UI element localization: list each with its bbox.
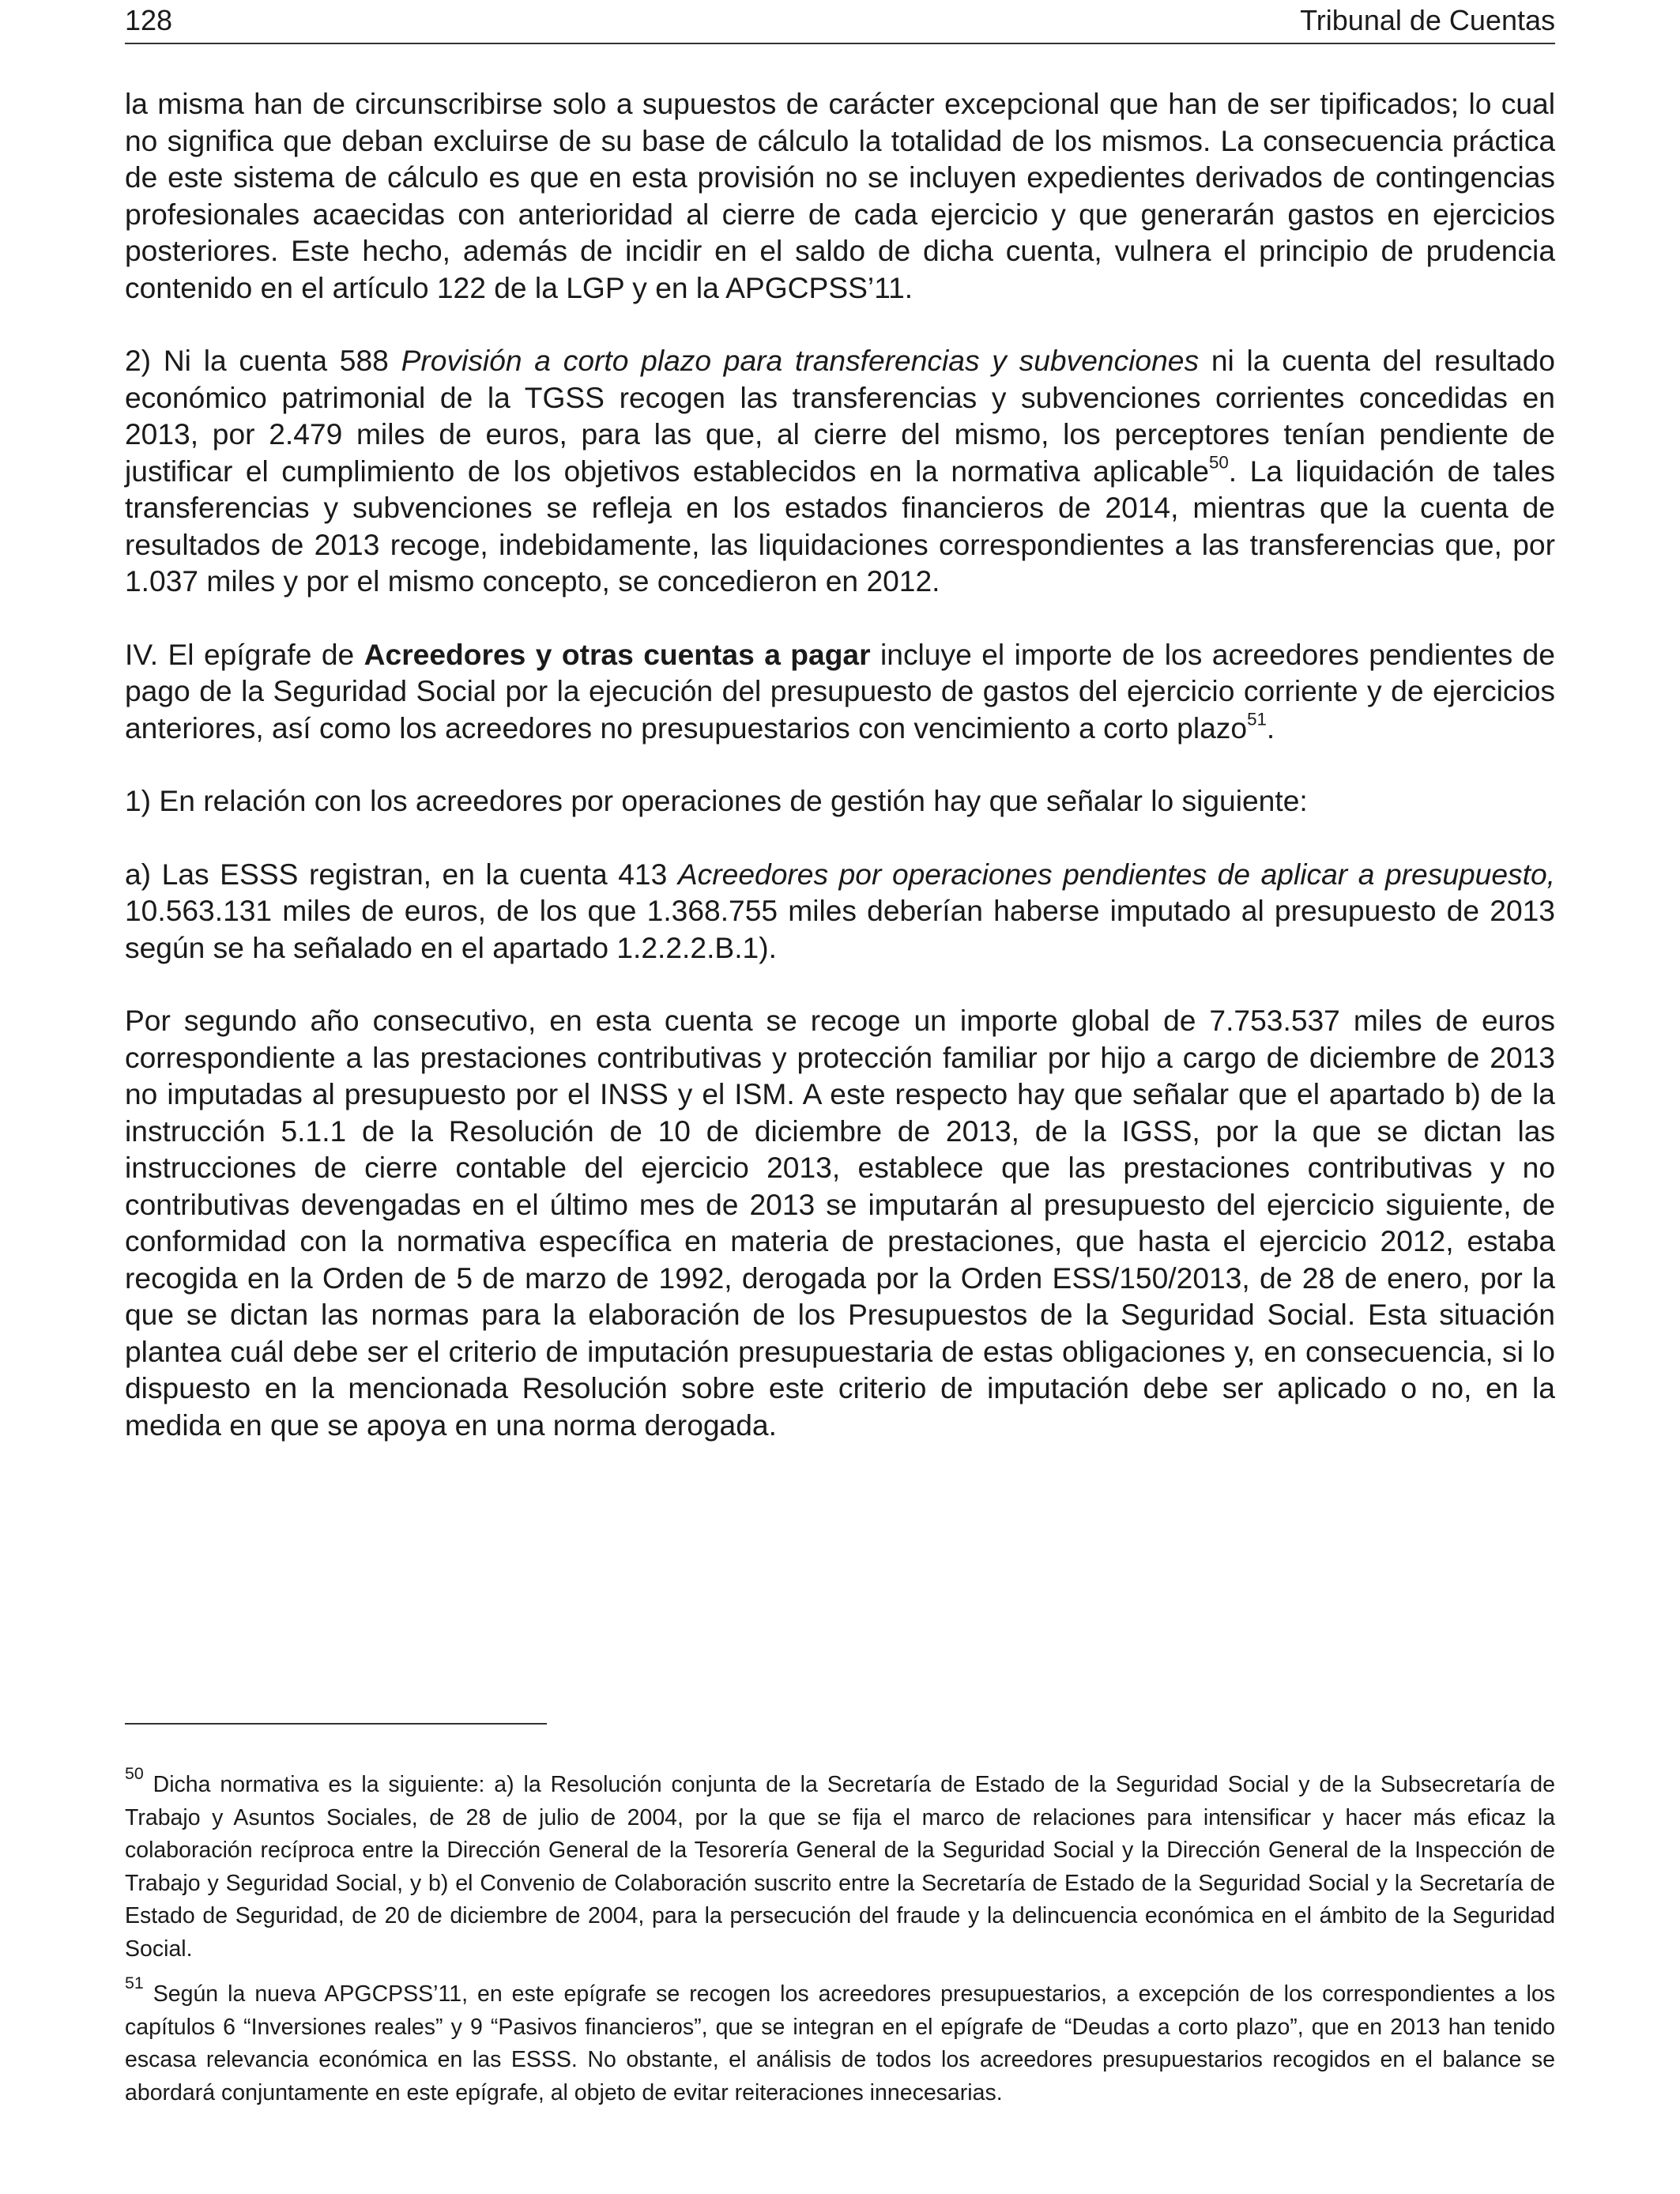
account-413-title: Acreedores por operaciones pendientes de aplicar a presupuesto, (677, 857, 1555, 891)
paragraph-2 (125, 342, 1555, 600)
footnote-separator (125, 1723, 547, 1725)
acreedores-heading: Acreedores y otras cuentas a pagar (363, 637, 871, 671)
paragraph-3-start: IV. El epígrafe de (125, 637, 364, 671)
footnote-ref-50[interactable]: 50 (1208, 451, 1229, 472)
paragraph-3-end: . (1266, 711, 1275, 745)
paragraph-2-end: . La liquidación de tales transferencias y subvenciones se refleja en los estados financieros de 2014, mientras que la cuenta de resultados de 2013 recoge, indebidamente, las liquidaciones correspondientes a las transferencias que, por 1.037 miles y por el mismo concepto, se concedieron en 2012. (125, 454, 1556, 598)
paragraph-5-end: 10.563.131 miles de euros, de los que 1.368.755 miles deberían haberse imputado al presupuesto de 2013 según se ha señalado en el apartado 1.2.2.2.B.1). (125, 894, 1555, 964)
page-header (125, 0, 1555, 44)
paragraph-3 (125, 636, 1555, 747)
paragraph-1: la misma han de circunscribirse solo a supuestos de carácter excepcional que han de ser tipificados; lo cual no significa que deban excluirse de su base de cálculo la totalidad de los mismos. La consecuencia práctica de este sistema de cálculo es que en esta provisión no se incluyen expedientes derivados de contingencias profesionales acaecidas con anterioridad al cierre de cada ejercicio y que generarán gastos en ejercicios posteriores. Este hecho, además de incidir en el saldo de dicha cuenta, vulnera el principio de prudencia contenido en el artículo 122 de la LGP y en la APGCPSS’11. (125, 87, 1555, 304)
footnote-number: 50 (125, 1763, 144, 1783)
footnote-ref-51[interactable]: 51 (1247, 708, 1267, 729)
footnote-50 (125, 1763, 1555, 1966)
paragraph-2-mid: ni la cuenta del resultado económico patrimonial de la TGSS recogen las transferencias y subvenciones corrientes concedidas en 2013, por 2.479 miles de euros, para las que, al cierre del mismo, los perceptores tenían pendiente de justificar el cumplimiento de los objetivos establecidos en la normativa aplicable (125, 344, 1555, 488)
running-title: Tribunal de Cuentas (1300, 4, 1555, 36)
paragraph-5-start: a) Las ESSS registran, en la cuenta 413 (125, 857, 678, 891)
footnotes (125, 1763, 1555, 2122)
body-text (125, 85, 1555, 1480)
footnote-51 (125, 1973, 1555, 2109)
account-588-title: Provisión a corto plazo para transferencias y subvenciones (401, 344, 1200, 377)
page-number: 128 (125, 4, 173, 36)
footnote-number: 51 (125, 1973, 144, 1992)
paragraph-2-start: 2) Ni la cuenta 588 (125, 344, 401, 377)
footnote-text: Dicha normativa es la siguiente: a) la Resolución conjunta de la Secretaría de Estado de la Seguridad Social y de la Subsecretaría de Trabajo y Asuntos Sociales, de 28 de julio de 2004, por la que se fija el marco de relaciones para intensificar y hacer más eficaz la colaboración recíproca entre la Dirección General de la Tesorería General de la Seguridad Social y la Dirección General de la Inspección de Trabajo y Seguridad Social, y b) el Convenio de Colaboración suscrito entre la Secretaría de Estado de la Seguridad Social y la Secretaría de Estado de Seguridad, de 20 de diciembre de 2004, para la persecución del fraude y la delincuencia económica en el ámbito de la Seguridad Social. (125, 1772, 1555, 1962)
paragraph-6: Por segundo año consecutivo, en esta cuenta se recoge un importe global de 7.753.537 miles de euros correspondiente a las prestaciones contributivas y protección familiar por hijo a cargo de diciembre de 2013 no imputadas al presupuesto por el INSS y el ISM. A este respecto hay que señalar que el apartado b) de la instrucción 5.1.1 de la Resolución de 10 de diciembre de 2013, de la IGSS, por la que se dictan las instrucciones de cierre contable del ejercicio 2013, establece que las prestaciones contributivas y no contributivas devengadas en el último mes de 2013 se imputarán al presupuesto del ejercicio siguiente, de conformidad con la normativa específica en materia de prestaciones, que hasta el ejercicio 2012, estaba recogida en la Orden de 5 de marzo de 1992, derogada por la Orden ESS/150/2013, de 28 de enero, por la que se dictan las normas para la elaboración de los Presupuestos de la Seguridad Social. Esta situación plantea cuál debe ser el criterio de imputación presupuestaria de estas obligaciones y, en consecuencia, si lo dispuesto en la mencionada Resolución sobre este criterio de imputación debe ser aplicado o no, en la medida en que se apoya en una norma derogada. (125, 1004, 1555, 1442)
paragraph-3-mid: incluye el importe de los acreedores pendientes de pago de la Seguridad Social por la ejecución del presupuesto de gastos del ejercicio corriente y de ejercicios anteriores, así como los acreedores no presupuestarios con vencimiento a corto plazo (125, 637, 1555, 745)
footnote-text: Según la nueva APGCPSS’11, en este epígrafe se recogen los acreedores presupuestarios, a excepción de los correspondientes a los capítulos 6 “Inversiones reales” y 9 “Pasivos financieros”, que se integran en el epígrafe de “Deudas a corto plazo”, que en 2013 han tenido escasa relevancia económica en las ESSS. No obstante, el análisis de todos los acreedores presupuestarios recogidos en el balance se abordará conjuntamente en este epígrafe, al objeto de evitar reiteraciones innecesarias. (125, 1981, 1555, 2105)
paragraph-4: 1) En relación con los acreedores por operaciones de gestión hay que señalar lo siguiente: (125, 784, 1308, 817)
paragraph-5 (125, 856, 1555, 967)
